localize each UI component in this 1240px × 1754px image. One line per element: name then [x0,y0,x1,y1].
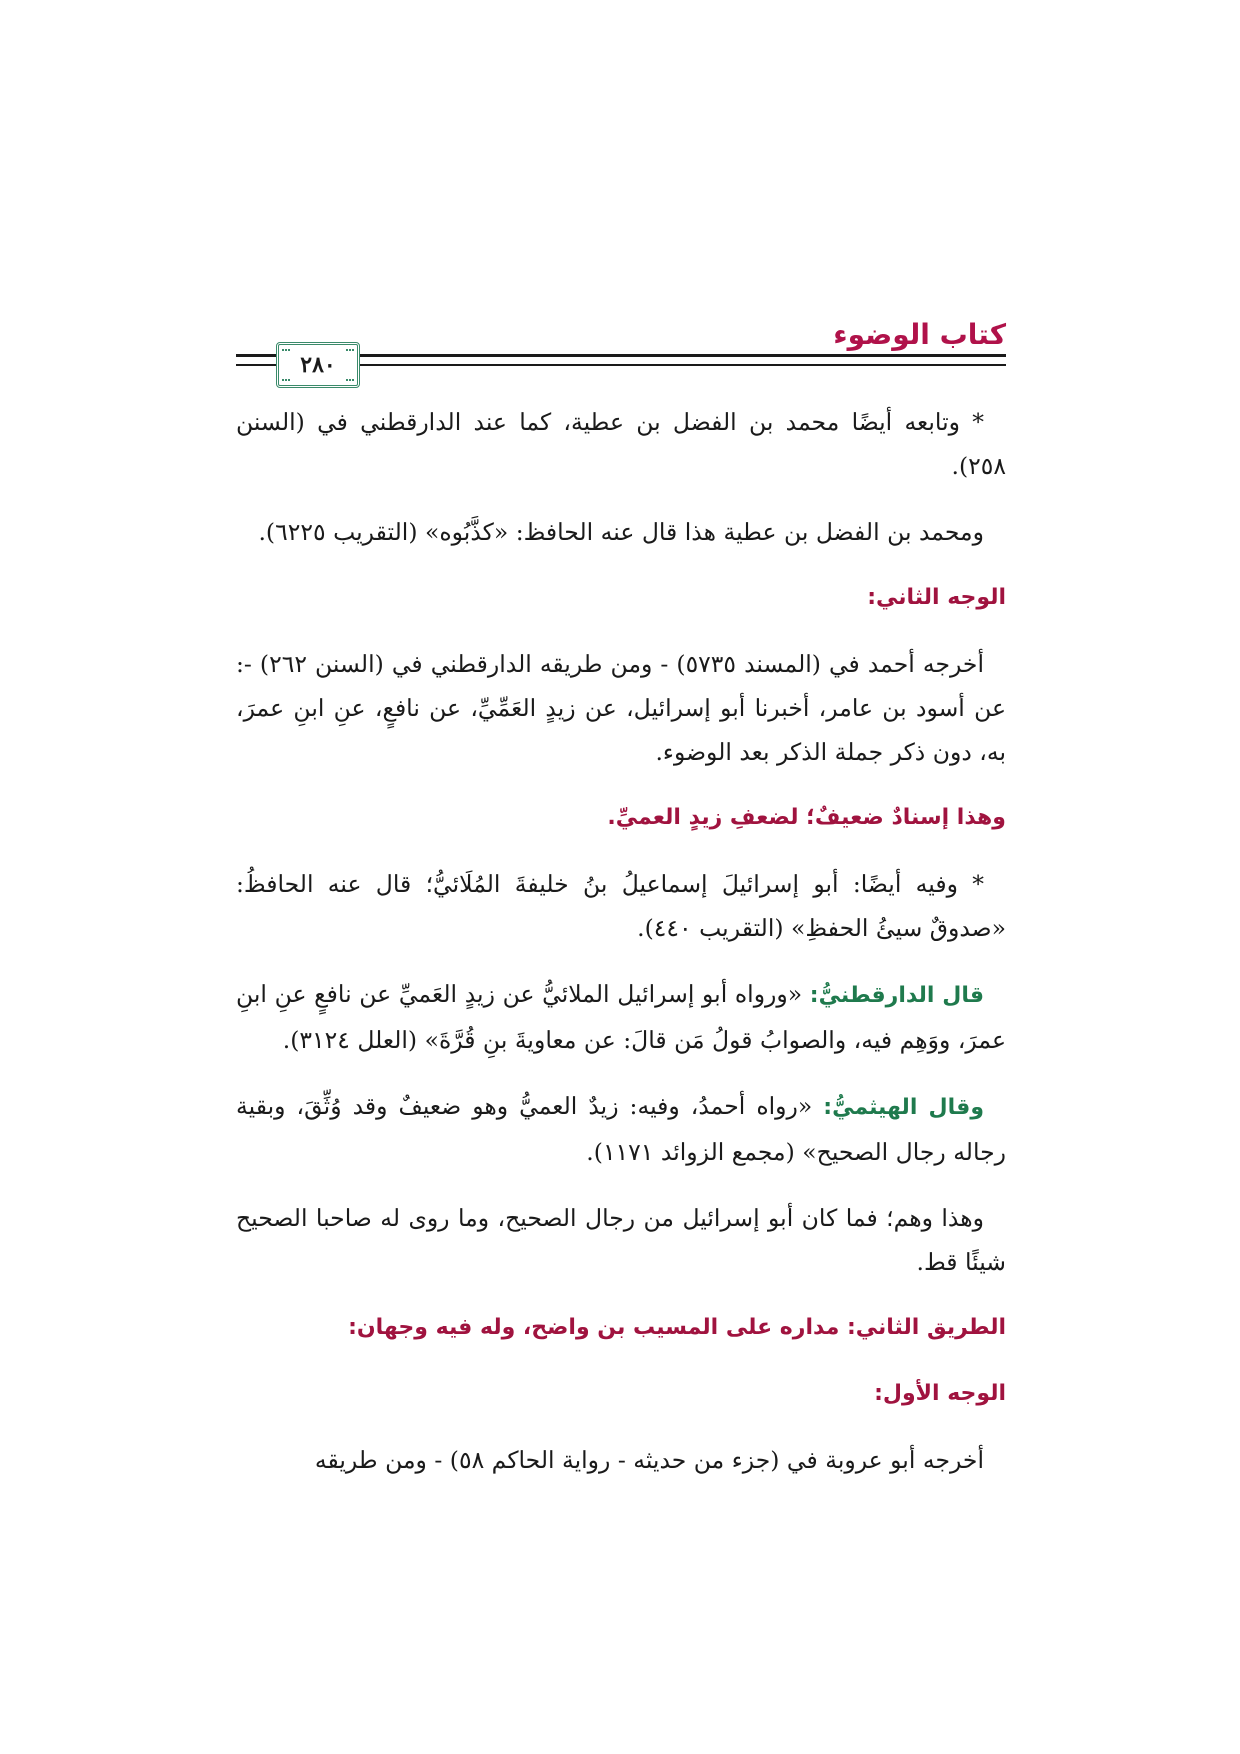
page-body [236,400,1006,1504]
heading-second-path: الطريق الثاني: مداره على المسيب بن واضح، وله فيه وجهان: [348,1315,1006,1340]
heading-second-aspect: الوجه الثاني: [867,585,1006,610]
page-number: ٢٨٠ [300,352,336,378]
paragraph-2: ومحمد بن الفضل بن عطية هذا قال عنه الحافظ: «كذَّبُوه» (التقريب ٦٢٢٥). [258,518,984,546]
paragraph-4: * وفيه أيضًا: أبو إسرائيلَ إسماعيلُ بنُ خليفةَ المُلَائيُّ؛ قال عنه الحافظُ: «صدوقٌ سيئُ الحفظِ» (التقريب ٤٤٠). [236,870,1006,942]
paragraph-8: أخرجه أبو عروبة في (جزء من حديثه - رواية الحاكم ٥٨) - ومن طريقه [314,1446,984,1474]
page-header [236,318,1006,388]
quote-text-haythami: «رواه أحمدُ، وفيه: زيدٌ العميُّ وهو ضعيفٌ وقد وُثِّقَ، وبقية رجاله رجال الصحيح» (مجمع الزوائد ١١٧١). [236,1092,1006,1166]
paragraph-1: * وتابعه أيضًا محمد بن الفضل بن عطية، كما عند الدارقطني في (السنن ٢٥٨). [236,408,1006,480]
page [236,318,1006,1718]
heading-weak-chain: وهذا إسنادٌ ضعيفٌ؛ لضعفِ زيدٍ العميِّ. [607,805,1006,830]
paragraph-5 [236,972,1006,1062]
quote-lead-daraqutni: قال الدارقطنيُّ: [809,983,984,1008]
quote-text-daraqutni: «ورواه أبو إسرائيل الملائيُّ عن زيدٍ العَميِّ عن نافعٍ عنِ ابنِ عمرَ، ووَهِم فيه، والصوابُ قولُ مَن قالَ: عن معاويةَ بنِ قُرَّةَ» (العلل ٣١٢٤). [236,980,1006,1054]
book-title: كتاب الوضوء [833,318,1006,351]
paragraph-6 [236,1084,1006,1174]
paragraph-7: وهذا وهم؛ فما كان أبو إسرائيل من رجال الصحيح، وما روى له صاحبا الصحيح شيئًا قط. [236,1204,1006,1276]
page-number-frame [276,342,360,388]
paragraph-3: أخرجه أحمد في (المسند ٥٧٣٥) - ومن طريقه الدارقطني في (السنن ٢٦٢) -: عن أسود بن عامر، أخبرنا أبو إسرائيل، عن زيدٍ العَمِّيِّ، عن نافعٍ، عنِ ابنِ عمرَ، به، دون ذكر جملة الذكر بعد الوضوء. [236,650,1006,766]
heading-first-aspect: الوجه الأول: [874,1381,1006,1406]
quote-lead-haythami: وقال الهيثميُّ: [823,1095,984,1120]
